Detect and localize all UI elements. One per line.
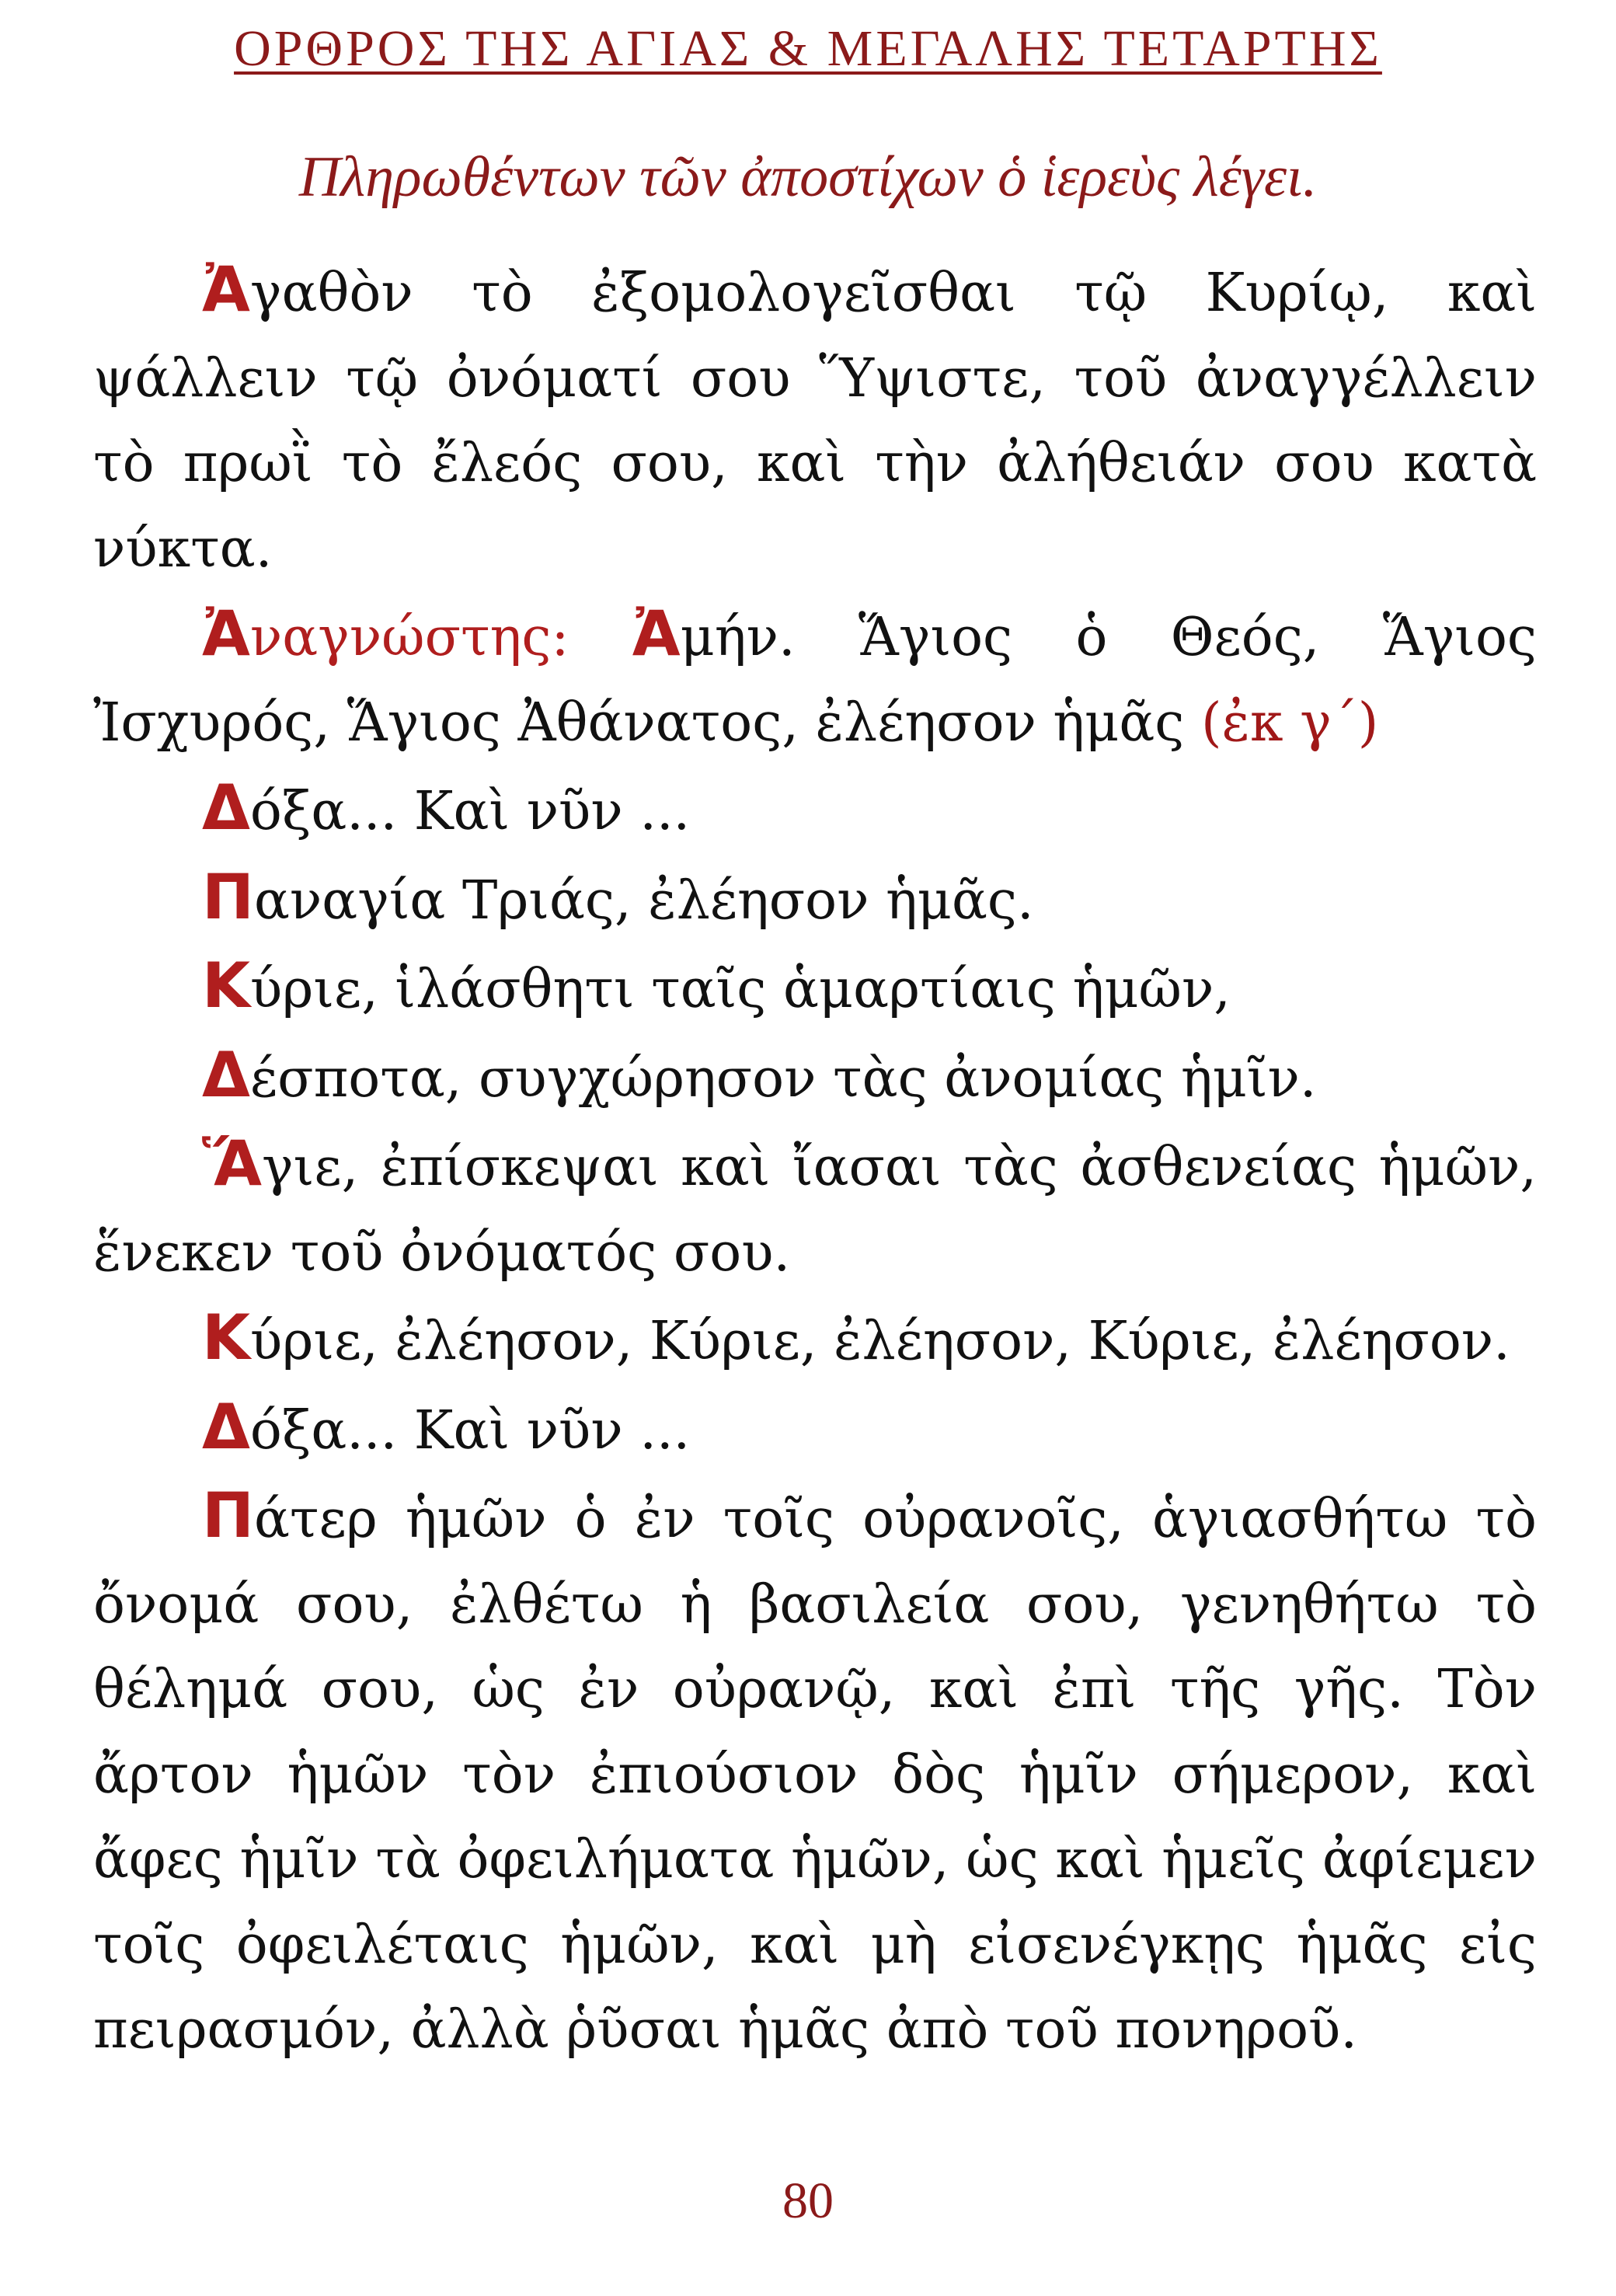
red-initial: Κ [202,1301,250,1374]
paragraph-anagnostis [93,591,1537,765]
rubric-instruction: Πληρωθέντων τῶν ἀποστίχων ὁ ἱερεὺς λέγει. [298,145,1318,209]
paragraph-agathon [93,247,1537,591]
paragraph-text: γαθὸν τὸ ἐξομολογεῖσθαι τῷ Κυρίῳ, καὶ ψάλλειν τῷ ὀνόματί σου Ὕψιστε, τοῦ ἀναγγέλλειν τὸ πρωῒ τὸ ἔλεός σου, καὶ τὴν ἀλήθειάν σου κατὰ νύκτα. [93,263,1537,580]
paragraph-text: ύριε, ἱλάσθητι ταῖς ἁμαρτίαις ἡμῶν, [250,959,1231,1020]
paragraph-kyrie-ilasthiti [93,943,1537,1033]
repeat-note: (ἐκ γ΄) [1200,692,1379,754]
page-number: 80 [782,2172,834,2229]
main-text [93,247,1537,2073]
paragraph-kyrie-eleison [93,1295,1537,1385]
red-initial: Δ [202,1390,250,1463]
red-initial: Ἀ [202,598,250,670]
red-initial: Δ [202,1038,250,1111]
paragraph-panagia [93,855,1537,944]
red-initial: Κ [202,949,250,1022]
red-initial: Ἀ [202,253,250,326]
paragraph-pater-imon [93,1473,1537,2073]
paragraph-text: ύριε, ἐλέησον, Κύριε, ἐλέησον, Κύριε, ἐλέησον. [250,1311,1510,1372]
paragraph-text: έσποτα, συγχώρησον τὰς ἀνομίας ἡμῖν. [249,1047,1317,1110]
red-initial: Ἀ [632,598,681,670]
page-header-title: ΟΡΘΡΟΣ ΤΗΣ ΑΓΙΑΣ & ΜΕΓΑΛΗΣ ΤΕΤΑΡΤΗΣ [234,20,1382,77]
red-initial: Δ [202,772,250,844]
red-initial: Π [202,860,254,933]
paragraph-text: μήν. Ἅγιος ὁ Θεός, Ἅγιος Ἰσχυρός, Ἅγιος Ἀθάνατος, ἐλέησον ἡμᾶς [93,607,1537,754]
paragraph-text: όξα... Καὶ νῦν ... [249,781,691,842]
paragraph-text: άτερ ἡμῶν ὁ ἐν τοῖς οὐρανοῖς, ἁγιασθήτω τὸ ὄνομά σου, ἐλθέτω ἡ βασιλεία σου, γενηθήτω τὸ θέλημά σου, ὡς ἐν οὐρανῷ, καὶ ἐπὶ τῆς γῆς. Τὸν ἄρτον ἡμῶν τὸν ἐπιούσιον δὸς ἡμῖν σήμερον, καὶ ἄφες ἡμῖν τὰ ὀφειλήματα ἡμῶν, ὡς καὶ ἡμεῖς ἀφίεμεν τοῖς ὀφειλέταις ἡμῶν, καὶ μὴ εἰσενέγκῃς ἡμᾶς εἰς πειρασμόν, ἀλλὰ ῥῦσαι ἡμᾶς ἀπὸ τοῦ πονηροῦ. [93,1489,1537,2061]
paragraph-text: όξα... Καὶ νῦν ... [249,1399,691,1462]
paragraph-despota [93,1033,1537,1122]
paragraph-doxa-2 [93,1385,1537,1474]
paragraph-agie [93,1121,1537,1295]
paragraph-text: αναγία Τριάς, ἐλέησον ἡμᾶς. [253,869,1034,932]
paragraph-doxa-1 [93,765,1537,855]
red-initial: Π [202,1479,254,1552]
reader-label: ναγνώστης: [249,607,569,668]
paragraph-text: γιε, ἐπίσκεψαι καὶ ἴασαι τὰς ἀσθενείας ἡμῶν, ἕνεκεν τοῦ ὀνόματός σου. [93,1137,1537,1284]
red-initial: Ἅ [202,1127,263,1200]
